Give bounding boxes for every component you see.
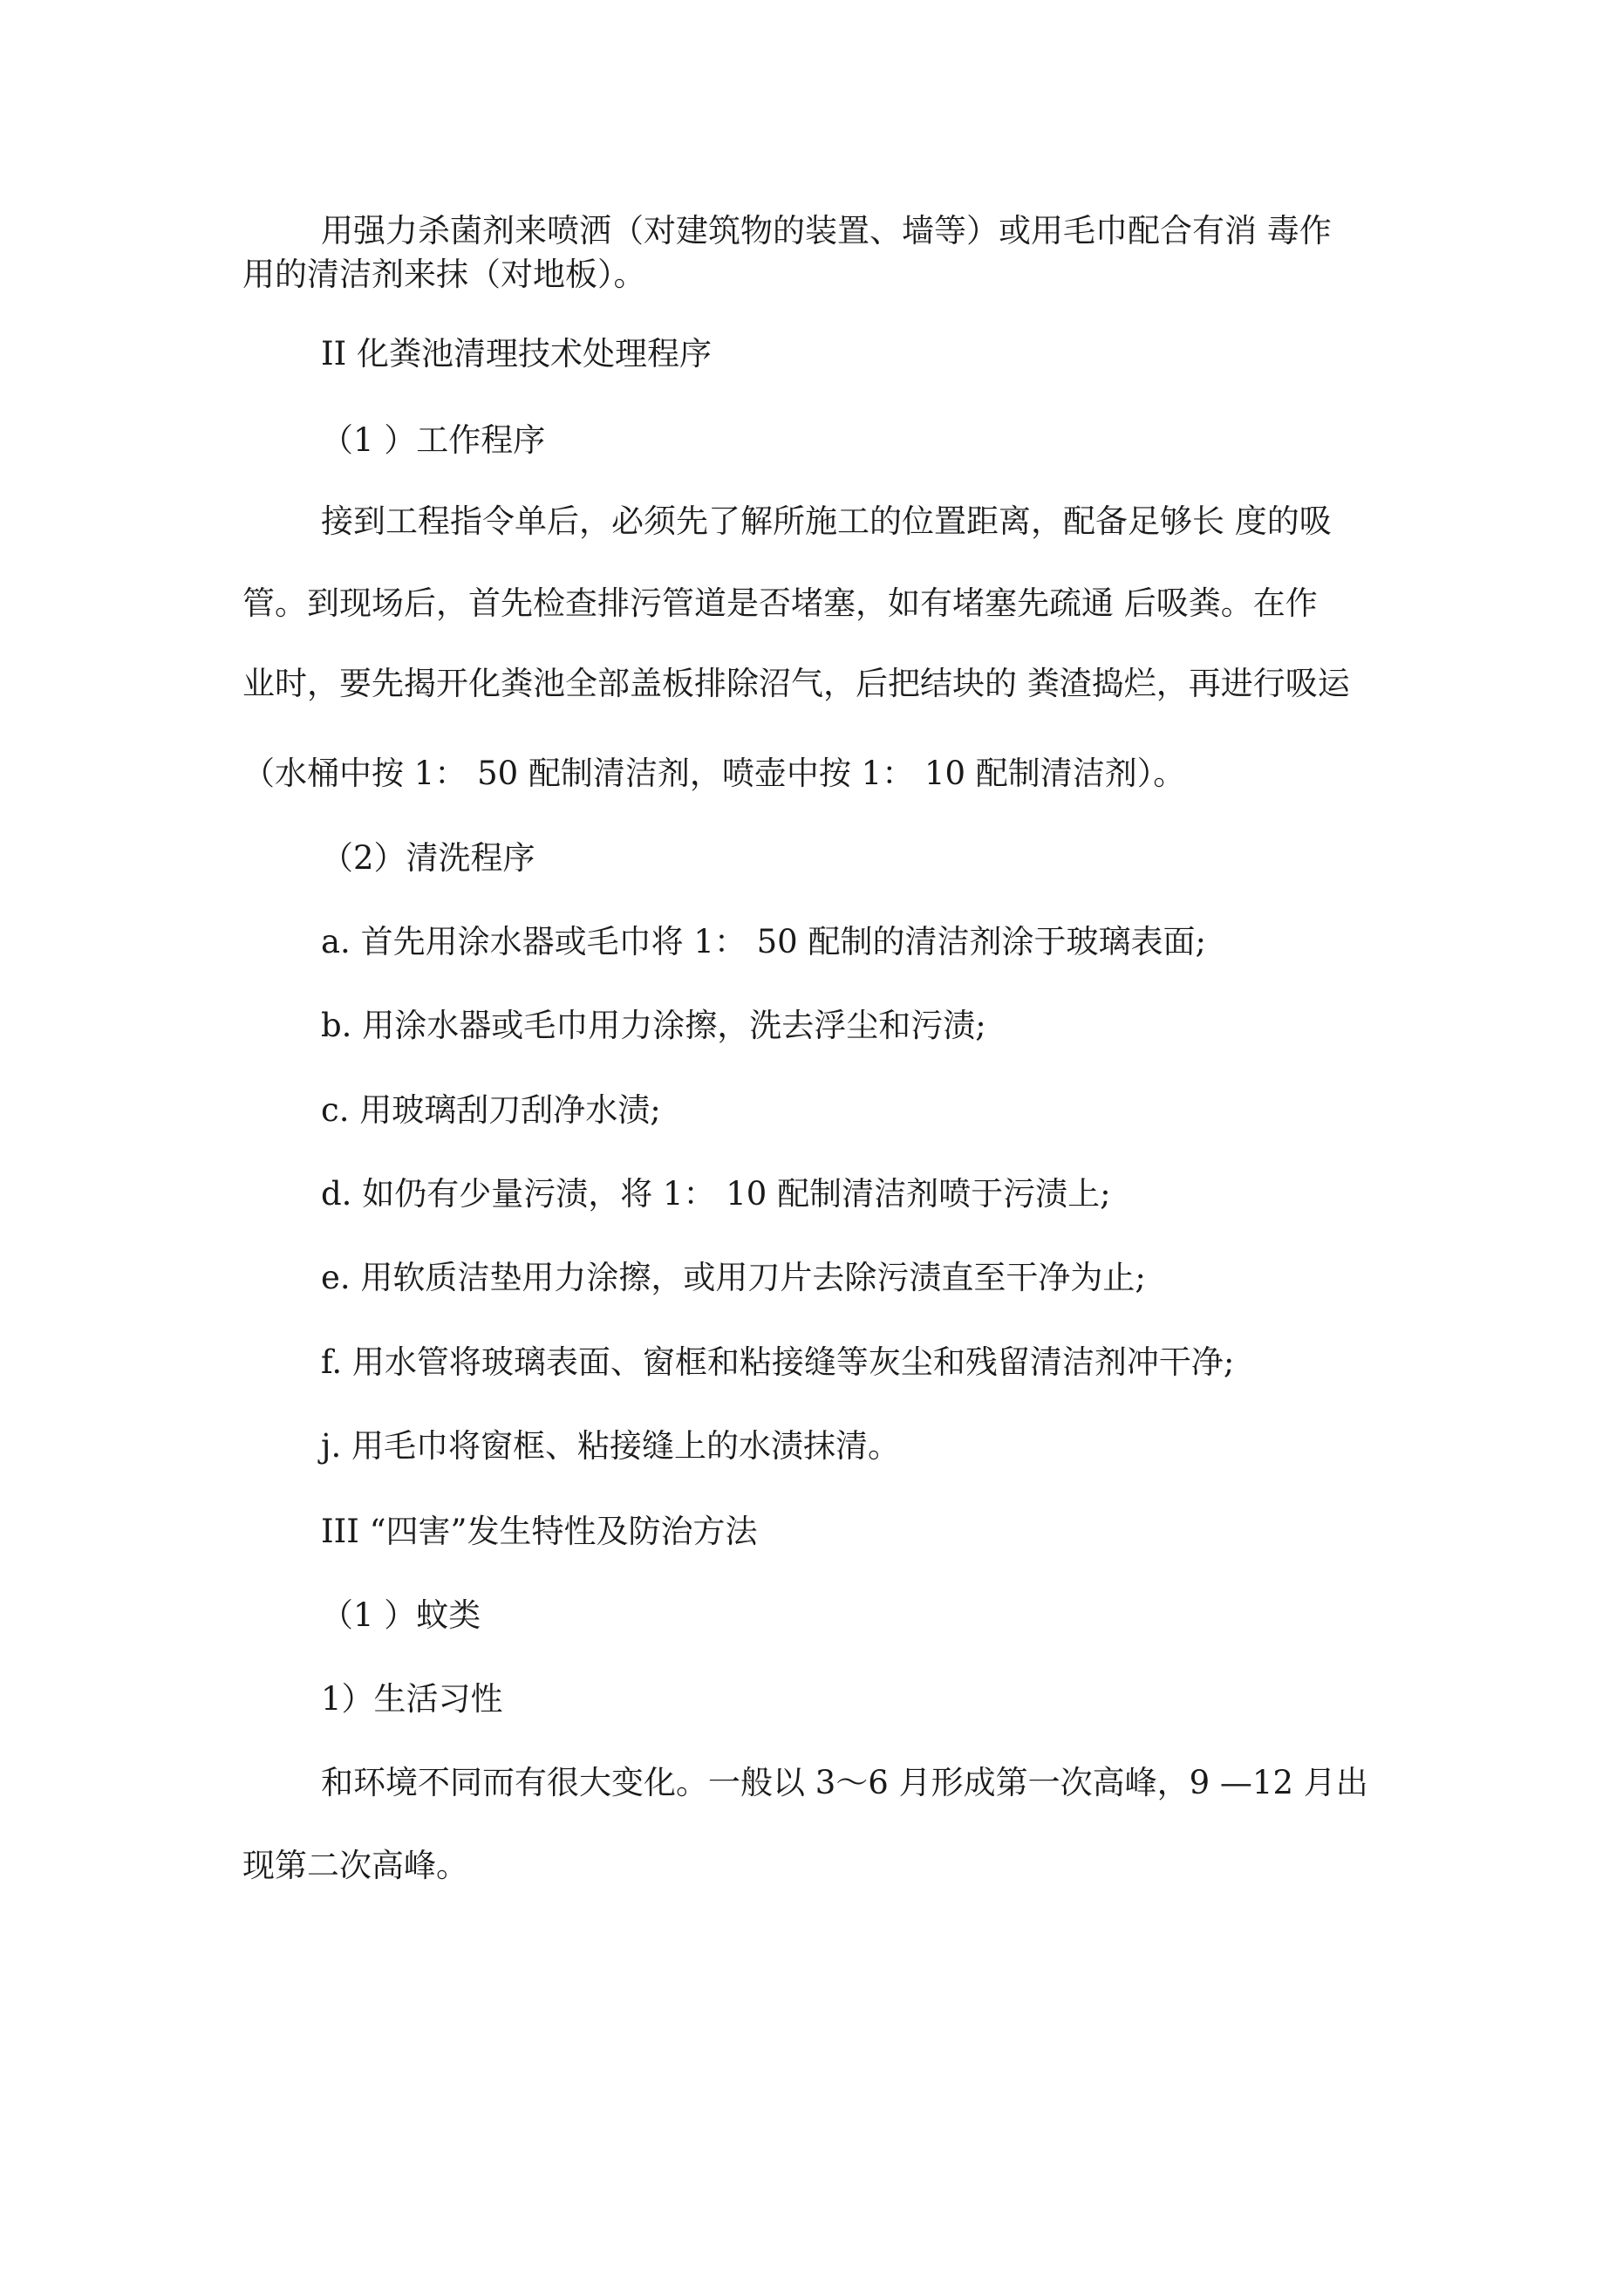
- paragraph-line: 用的清洁剂来抹（对地板）。: [242, 256, 646, 293]
- list-item: j. 用毛巾将窗框、粘接缝上的水渍抹清。: [321, 1427, 900, 1465]
- section-heading: II 化粪池清理技术处理程序: [321, 335, 712, 372]
- subsection-heading: 1）生活习性: [321, 1680, 503, 1718]
- list-item: e. 用软质洁垫用力涂擦，或用刀片去除污渍直至干净为止;: [321, 1259, 1146, 1296]
- subsection-heading: （1 ）蚊类: [321, 1596, 481, 1634]
- paragraph-line: 接到工程指令单后，必须先了解所施工的位置距离，配备足够长 度的吸: [321, 502, 1332, 540]
- list-item: a. 首先用涂水器或毛巾将 1： 50 配制的清洁剂涂于玻璃表面;: [321, 923, 1206, 960]
- paragraph-line: 业时，要先揭开化粪池全部盖板排除沼气，后把结块的 粪渣捣烂，再进行吸运: [242, 665, 1350, 702]
- subsection-heading: （1 ）工作程序: [321, 421, 546, 459]
- paragraph-line: 用强力杀菌剂来喷洒（对建筑物的装置、墙等）或用毛巾配合有消 毒作: [321, 212, 1332, 249]
- subsection-heading: （2）清洗程序: [321, 839, 535, 877]
- list-item: f. 用水管将玻璃表面、窗框和粘接缝等灰尘和残留清洁剂冲干净;: [321, 1343, 1235, 1381]
- section-heading: III “四害”发生特性及防治方法: [321, 1513, 758, 1550]
- list-item: d. 如仍有少量污渍，将 1： 10 配制清洁剂喷于污渍上;: [321, 1175, 1111, 1213]
- paragraph-line: 现第二次高峰。: [242, 1847, 468, 1884]
- paragraph-line: （水桶中按 1： 50 配制清洁剂，喷壶中按 1： 10 配制清洁剂）。: [242, 755, 1186, 792]
- list-item: c. 用玻璃刮刀刮净水渍;: [321, 1091, 661, 1129]
- paragraph-line: 管。到现场后，首先检查排污管道是否堵塞，如有堵塞先疏通 后吸粪。在作: [242, 584, 1318, 622]
- paragraph-line: 和环境不同而有很大变化。一般以 3〜6 月形成第一次高峰，9 —12 月出: [321, 1764, 1368, 1801]
- list-item: b. 用涂水器或毛巾用力涂擦，洗去浮尘和污渍;: [321, 1007, 986, 1044]
